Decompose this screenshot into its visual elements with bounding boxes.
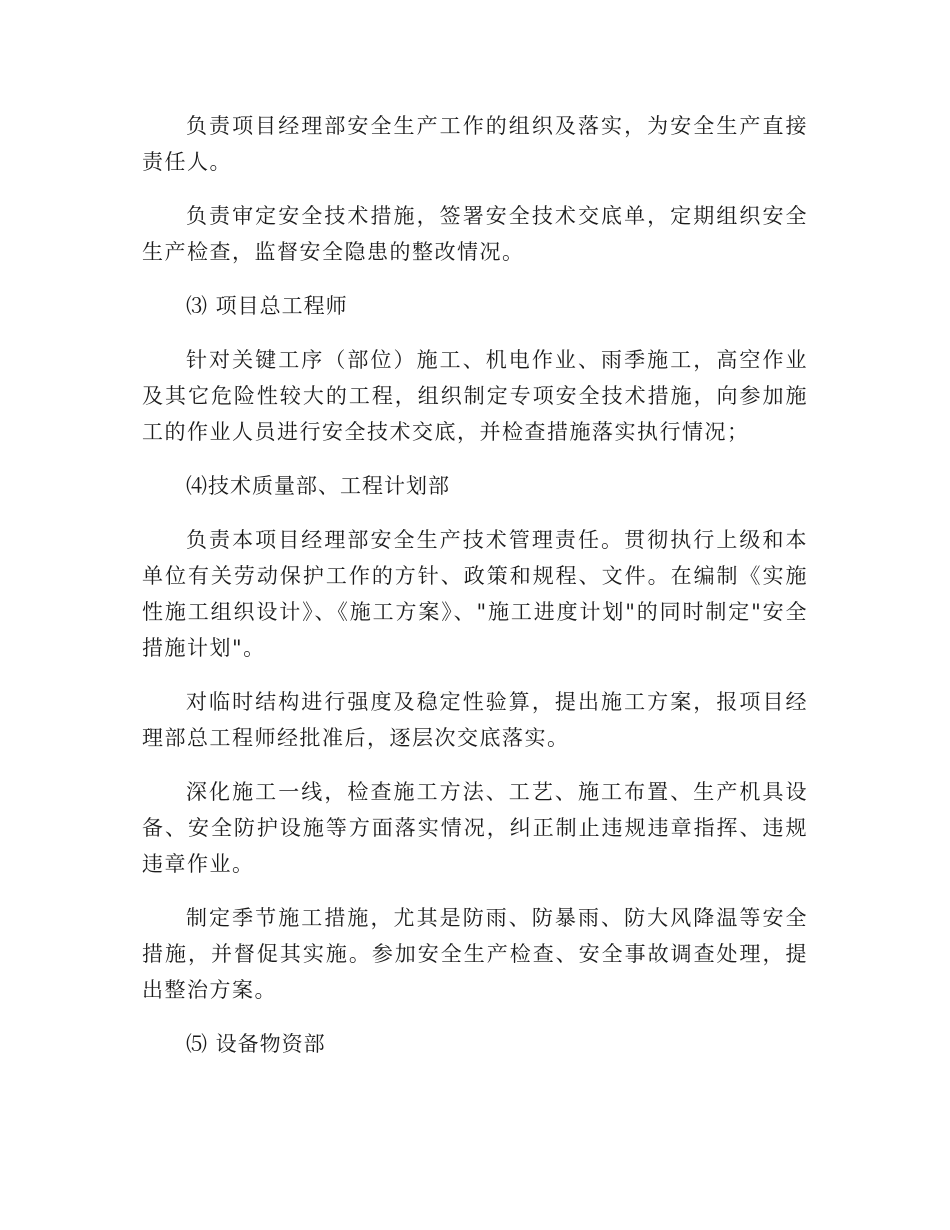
section-heading-chief-engineer: ⑶ 项目总工程师 <box>186 294 348 318</box>
section-heading-equipment-materials-dept: ⑸ 设备物资部 <box>186 1032 326 1056</box>
paragraph-site-inspection: 深化施工一线，检查施工方法、工艺、施工布置、生产机具设备、安全防护设施等方面落实情况，纠正制止违规违章指挥、违规违章作业。 <box>142 780 808 876</box>
paragraph-chief-engineer-duty: 针对关键工序（部位）施工、机电作业、雨季施工，高空作业及其它危险性较大的工程，组织制定专项安全技术措施，向参加施工的作业人员进行安全技术交底，并检查措施落实执行情况； <box>142 348 808 444</box>
paragraph-temporary-structure-check: 对临时结构进行强度及稳定性验算，提出施工方案，报项目经理部总工程师经批准后，逐层次交底落实。 <box>142 690 808 750</box>
paragraph-technical-management-duty: 负责本项目经理部安全生产技术管理责任。贯彻执行上级和本单位有关劳动保护工作的方针、政策和规程、文件。在编制《实施性施工组织设计》、《施工方案》、"施工进度计划"的同时制定"安全措施计划"。 <box>142 528 808 660</box>
paragraph-seasonal-measures: 制定季节施工措施，尤其是防雨、防暴雨、防大风降温等安全措施，并督促其实施。参加安全生产检查、安全事故调查处理，提出整治方案。 <box>142 906 808 1002</box>
paragraph-safety-measures-review: 负责审定安全技术措施，签署安全技术交底单，定期组织安全生产检查，监督安全隐患的整改情况。 <box>142 204 808 264</box>
paragraph-project-manager-duty: 负责项目经理部安全生产工作的组织及落实，为安全生产直接责任人。 <box>142 114 808 174</box>
section-heading-technical-quality-dept: ⑷技术质量部、工程计划部 <box>186 474 450 498</box>
